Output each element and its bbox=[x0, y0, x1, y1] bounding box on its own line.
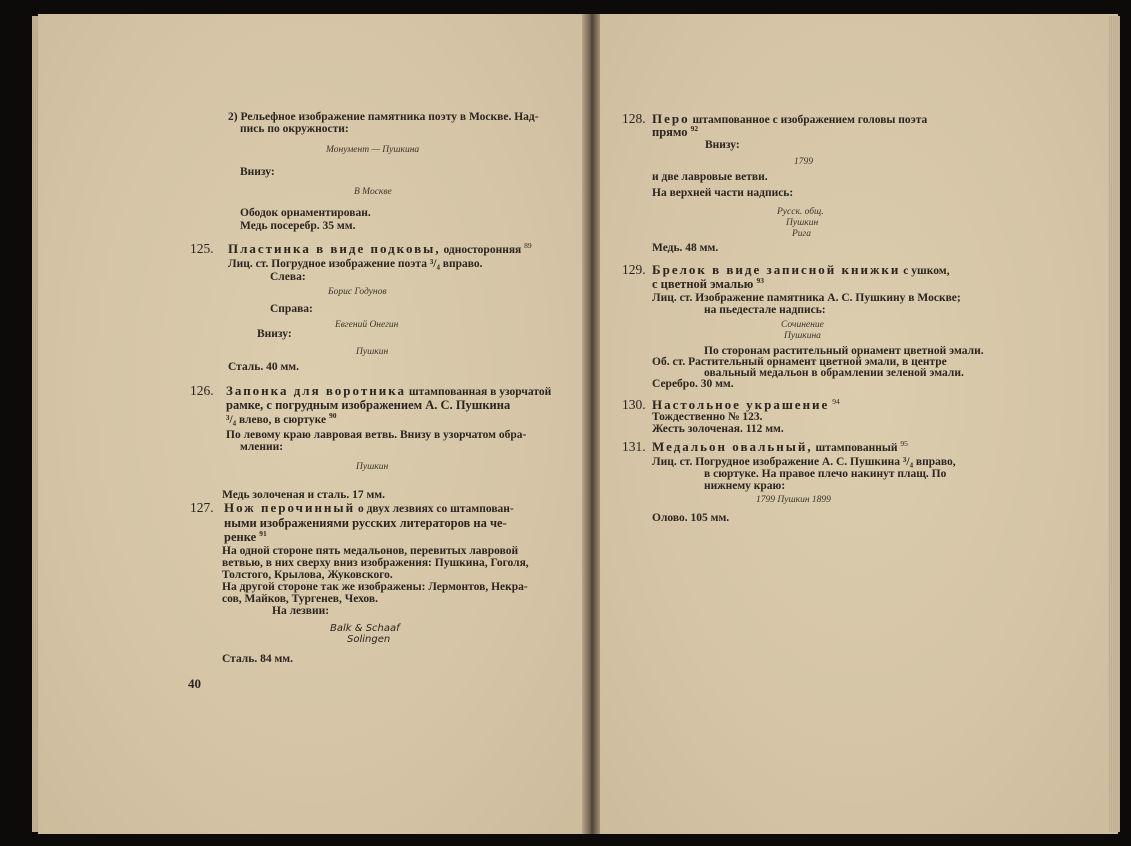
item128-footnote: 92 bbox=[690, 123, 699, 133]
item127-line8: сов, Майков, Тургенев, Чехов. bbox=[222, 593, 378, 605]
item126-line4: По левому краю лавровая ветвь. Внизу в узорчатом обра- bbox=[226, 429, 527, 441]
item129-title-rest: с ушком, bbox=[903, 265, 950, 277]
item129-number: 129. bbox=[622, 262, 646, 277]
item125-left-label: Слева: bbox=[270, 271, 306, 283]
item127-footnote: 91 bbox=[259, 528, 267, 538]
item128-number: 128. bbox=[622, 111, 646, 126]
item126-number: 126. bbox=[190, 383, 214, 398]
item2-line1: 2) Рельефное изображение памятника поэту в Москве. Над- bbox=[228, 111, 539, 123]
item127-number: 127. bbox=[190, 500, 214, 515]
item131-title bbox=[652, 440, 908, 455]
item2-line2: пись по окружности: bbox=[240, 123, 349, 135]
item128-below-label: Внизу: bbox=[705, 139, 740, 151]
item127-line3-text: ренке bbox=[224, 530, 257, 544]
item125-right-label: Справа: bbox=[270, 303, 313, 315]
item129-line2 bbox=[652, 275, 764, 291]
item127-blade-label: На лезвии: bbox=[272, 605, 330, 617]
item125-below-label: Внизу: bbox=[257, 328, 292, 340]
item127-line2: ными изображениями русских литераторов на че- bbox=[224, 516, 507, 530]
page-number: 40 bbox=[188, 676, 201, 691]
item125-below-text: Пушкин bbox=[356, 347, 389, 357]
item126-material: Медь золоченая и сталь. 17 мм. bbox=[222, 489, 385, 501]
item129-line3: Лиц. ст. Изображение памятника А. С. Пушкину в Москве; bbox=[652, 292, 961, 304]
item130-material: Жесть золоченая. 112 мм. bbox=[652, 423, 784, 435]
item130-title-spaced: Настольное украшение bbox=[652, 397, 830, 412]
item129-inscription-1: Сочинение bbox=[781, 320, 824, 330]
book-gutter bbox=[582, 14, 600, 834]
item125-footnote: 89 bbox=[524, 241, 532, 251]
item129-title bbox=[652, 263, 949, 278]
item126-footnote: 90 bbox=[329, 411, 337, 421]
item129-material: Серебро. 30 мм. bbox=[652, 378, 734, 390]
item125-line2: Лиц. ст. Погрудное изображение поэта ³/₄ вправо. bbox=[228, 258, 483, 270]
item131-title-spaced: Медальон овальный, bbox=[652, 439, 813, 454]
item129-line6: Об. ст. Растительный орнамент цветной эмали, в центре bbox=[652, 356, 947, 368]
item131-line4: нижнему краю: bbox=[704, 480, 786, 492]
item129-line5: По сторонам растительный орнамент цветной эмали. bbox=[704, 345, 984, 357]
item128-title-rest: штампованное с изображением головы поэта bbox=[692, 114, 928, 126]
item2-below-text: В Москве bbox=[354, 187, 392, 197]
item127-blade-line1: Balk & Schaaf bbox=[330, 623, 400, 634]
item127-title-rest: о двух лезвиях со штампован- bbox=[357, 503, 514, 515]
item125-title-spaced: Пластинка в виде подковы, bbox=[228, 241, 441, 256]
right-page-edges bbox=[1108, 16, 1120, 832]
item125-number: 125. bbox=[190, 241, 214, 256]
item129-line7: овальный медальон в обрамлении зеленой эмали. bbox=[704, 367, 964, 379]
item129-footnote: 93 bbox=[756, 275, 764, 285]
item127-title-spaced: Нож перочинный bbox=[224, 500, 356, 515]
item131-number: 131. bbox=[622, 439, 646, 454]
item128-title-spaced: Перо bbox=[652, 111, 690, 126]
item126-inscription: Пушкин bbox=[356, 462, 389, 472]
item125-left-text: Борис Годунов bbox=[328, 287, 387, 297]
item2-rim: Ободок орнаментирован. bbox=[240, 207, 371, 219]
item130-footnote: 94 bbox=[832, 397, 840, 407]
item129-title-spaced: Брелок в виде записной книжки bbox=[652, 262, 901, 277]
item128-below-text: 1799 bbox=[794, 157, 813, 167]
item127-line6: Толстого, Крылова, Жуковского. bbox=[222, 569, 393, 581]
item126-title-rest: штампованная в узорчатой bbox=[408, 386, 552, 398]
item2-below-label: Внизу: bbox=[240, 166, 275, 178]
item127-blade-line2: Solingen bbox=[347, 634, 391, 645]
item130-number: 130. bbox=[622, 397, 646, 412]
item127-line4: На одной стороне пять медальонов, перевитых лавровой bbox=[222, 545, 519, 557]
item131-line2: Лиц. ст. Погрудное изображение А. С. Пушкина ³/₄ вправо, bbox=[652, 456, 956, 468]
item128-material: Медь. 48 мм. bbox=[652, 242, 719, 254]
item127-line7: На другой стороне так же изображены: Лермонтов, Некра- bbox=[222, 581, 528, 593]
item128-line3: и две лавровые ветви. bbox=[652, 171, 768, 183]
item2-inscription: Монумент — Пушкина bbox=[326, 145, 420, 155]
item131-material: Олово. 105 мм. bbox=[652, 512, 730, 524]
item130-line2: Тождественно № 123. bbox=[652, 411, 763, 423]
item2-material: Медь посеребр. 35 мм. bbox=[240, 220, 356, 232]
item126-line3 bbox=[226, 411, 337, 427]
item128-inscription-1: Русск. общ. bbox=[777, 207, 824, 217]
item131-footnote: 95 bbox=[900, 439, 908, 449]
item125-title-rest: односторонняя bbox=[443, 244, 522, 256]
item128-line2-text: прямо bbox=[652, 125, 688, 139]
item126-line3-text: ³/₄ влево, в сюртуке bbox=[226, 414, 327, 426]
item129-line4: на пьедестале надпись: bbox=[704, 304, 826, 316]
item128-inscription-3: Рига bbox=[792, 229, 812, 239]
item129-inscription-2: Пушкина bbox=[784, 331, 821, 341]
item125-title bbox=[228, 242, 532, 257]
item127-line3 bbox=[224, 528, 267, 544]
item125-material: Сталь. 40 мм. bbox=[228, 361, 299, 373]
item131-line3: в сюртуке. На правое плечо накинут плащ. По bbox=[704, 468, 947, 480]
item127-line5: ветвью, в них сверху вниз изображения: Пушкина, Гоголя, bbox=[222, 557, 529, 569]
item131-inscription: 1799 Пушкин 1899 bbox=[756, 495, 831, 505]
item128-inscription-2: Пушкин bbox=[786, 218, 819, 228]
item126-line2: рамке, с погрудным изображением А. С. Пушкина bbox=[226, 398, 511, 412]
item125-right-text: Евгений Онегин bbox=[335, 320, 399, 330]
item129-line2-text: с цветной эмалью bbox=[652, 277, 754, 291]
item128-line4: На верхней части надпись: bbox=[652, 187, 794, 199]
item127-material: Сталь. 84 мм. bbox=[222, 653, 293, 665]
item131-title-rest: штампованный bbox=[815, 442, 898, 454]
item126-title bbox=[226, 384, 551, 399]
item128-line2 bbox=[652, 123, 699, 139]
item126-title-spaced: Запонка для воротника bbox=[226, 383, 407, 398]
item127-title bbox=[224, 501, 514, 516]
item126-line5: млении: bbox=[240, 441, 284, 453]
